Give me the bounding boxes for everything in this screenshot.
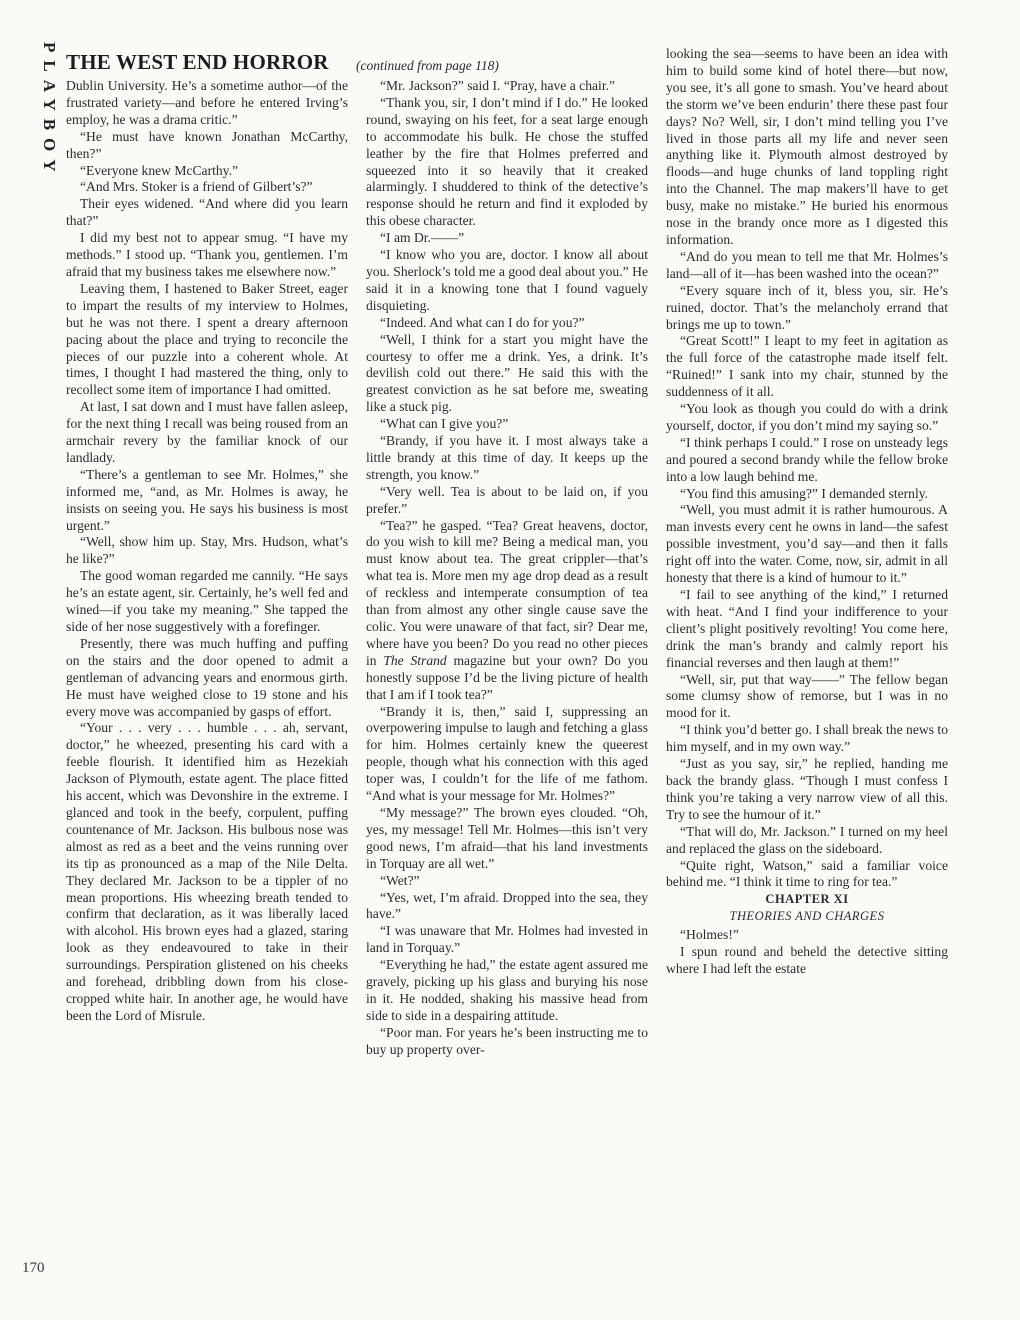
paragraph: “I think you’d better go. I shall break the news to him myself, and in my own way.” [666, 722, 948, 755]
paragraph: “I know who you are, doctor. I know all about you. Sherlock’s told me a good deal about you.” He said it in a knowing tone that I found vaguely disquieting. [366, 247, 648, 313]
paragraph: “Tea?” he gasped. “Tea? Great heavens, doctor, do you wish to kill me? Being a medical man, you must know about tea. The great crippler—that’s what tea is. More men my age drop dead as a result of reckless and intemperate consumption of tea than from almost any other single cause save the colic. You were unaware of that fact, sir? Dear me, where have you been? Do you read no other pieces in The Strand magazine but your own? Do you honestly suppose I’d be the living picture of health that I am if I took tea?” [366, 517, 648, 702]
paragraph: “Well, show him up. Stay, Mrs. Hudson, what’s he like?” [66, 534, 348, 567]
paragraph: “That will do, Mr. Jackson.” I turned on my heel and replaced the glass on the sideboard. [666, 823, 948, 856]
column-3 [666, 46, 948, 978]
page-number: 170 [22, 1260, 45, 1276]
column-1 [66, 78, 348, 1025]
paragraph: “There’s a gentleman to see Mr. Holmes,” she informed me, “and, as Mr. Holmes is away, he insists on seeing you. He says his business is most urgent.” [66, 466, 348, 533]
paragraph: “Thank you, sir, I don’t mind if I do.” He looked round, swaying on his feet, for a seat large enough to accommodate his bulk. He chose the stuffed leather by the fire that Holmes preferred and squeezed into it so heavily that it creaked alarmingly. I shuddered to think of the detective’s response should he return and find it exploded by this obese character. [366, 94, 648, 229]
paragraph: “Yes, wet, I’m afraid. Dropped into the sea, they have.” [366, 889, 648, 922]
paragraph: “Mr. Jackson?” said I. “Pray, have a chair.” [380, 78, 616, 93]
paragraph: “I was unaware that Mr. Holmes had invested in land in Torquay.” [366, 923, 648, 956]
paragraph: “Well, I think for a start you might have the courtesy to offer me a drink. Yes, a drink. It’s devilish cold out there.” He said this with the greatest conviction as he sat before me, sweating like a stuck pig. [366, 331, 648, 415]
magazine-title-mention: The Strand [383, 652, 447, 668]
paragraph: Their eyes widened. “And where did you learn that?” [66, 196, 348, 229]
chapter-heading: CHAPTER XI [765, 892, 849, 907]
paragraph: Dublin University. He’s a sometime author—of the frustrated variety—and before he entered Irving’s employ, he was a drama critic.” [66, 78, 348, 127]
story-title: THE WEST END HORROR [66, 50, 329, 74]
paragraph: “Poor man. For years he’s been instructing me to buy up property over- [366, 1024, 648, 1057]
paragraph: “Everything he had,” the estate agent assured me gravely, picking up his glass and burying his nose in it. He nodded, shaking his massive head from side to side in a despairing attitude. [366, 957, 648, 1023]
paragraph: Leaving them, I hastened to Baker Street, eager to impart the results of my interview to Holmes, but he was not there. I spent a dreary afternoon pacing about the place and trying to reconcile the pieces of our puzzle into a coherent whole. At times, I thought I had mastered the thing, only to recollect some item of importance I had omitted. [66, 280, 348, 398]
paragraph: “Great Scott!” I leapt to my feet in agitation as the full force of the catastrophe made itself felt. “Ruined!” I sank into my chair, stunned by the suddenness of it all. [666, 333, 948, 400]
column-2 [366, 78, 648, 1059]
paragraph: “And Mrs. Stoker is a friend of Gilbert’s?” [80, 179, 313, 195]
paragraph: At last, I sat down and I must have fallen asleep, for the next thing I recall was being roused from an armchair revery by the familiar knock of our landlady. [66, 399, 348, 465]
paragraph: Presently, there was much huffing and puffing on the stairs and the door opened to admit a gentleman of advancing years and enormous girth. He must have weighed close to 19 stone and his every move was accompanied by gasps of effort. [66, 635, 348, 719]
paragraph: The good woman regarded me cannily. “He says he’s an estate agent, sir. Certainly, he’s well fed and wined—if you take my meaning.” She tapped the side of her nose suggestively with a forefinger. [66, 568, 348, 634]
paragraph: “You look as though you could do with a drink yourself, doctor, if you don’t mind my saying so.” [666, 401, 948, 433]
paragraph: “I fail to see anything of the kind,” I returned with heat. “And I find your indifference to your client’s plight positively revolting! You come here, drink the man’s brandy and calmly report his financial reverses and then laugh at them!” [666, 587, 948, 670]
chapter-subtitle: THEORIES AND CHARGES [729, 909, 885, 924]
magazine-name: PLAYBOY [40, 42, 59, 180]
paragraph: looking the sea—seems to have been an idea with him to build some kind of hotel there—but now, you see, it’s all gone to smash. You’ve heard about the storm we’ve been endurin’ there these past four days? No? Well, sir, I don’t mind telling you I’ve lived in those parts all my life and never seen anything like it. Plymouth almost destroyed by floods—and huge chunks of land toppling right into the Channel. The map makers’ll have to get busy, make no mistake.” He buried his enormous nose in the brandy once more as I digested this information. [666, 46, 948, 247]
paragraph: I spun round and beheld the detective sitting where I had left the estate [666, 944, 948, 976]
paragraph: “He must have known Jonathan McCarthy, then?” [66, 128, 348, 161]
paragraph: “Quite right, Watson,” said a familiar voice behind me. “I think it time to ring for tea.” [666, 857, 948, 890]
paragraph: “You find this amusing?” I demanded sternly. [680, 485, 929, 501]
paragraph: “Very well. Tea is about to be laid on, if you prefer.” [366, 483, 648, 516]
magazine-sidebar-logo [14, 40, 59, 200]
paragraph: “Brandy, if you have it. I most always take a little brandy at this time of day. It keeps up the strength, you know.” [366, 433, 648, 482]
paragraph: “And do you mean to tell me that Mr. Holmes’s land—all of it—has been washed into the ocean?” [666, 248, 948, 281]
paragraph: “I think perhaps I could.” I rose on unsteady legs and poured a second brandy while the fellow broke into a low laugh behind me. [666, 434, 948, 484]
paragraph: “Well, sir, put that way——” The fellow began some clumsy show of remorse, but I was in no mood for it. [666, 671, 948, 721]
continued-note: (continued from page 118) [356, 58, 499, 73]
paragraph: “I am Dr.——” [380, 230, 465, 246]
paragraph: “Your . . . very . . . humble . . . ah, servant, doctor,” he wheezed, presenting his card with a feeble flourish. It identified him as Hezekiah Jackson of Plymouth, estate agent. The place fitted his accent, which was Devonshire in the extreme. I glanced and took in the beefy, corpulent, puffing countenance of Mr. Jackson. His bulbous nose was almost as red as a beet and the veins running over its tip as pronounced as a map of the Nile Delta. They declared Mr. Jackson to be a tippler of no mean proportions. His wheezing breath tended to confirm that declaration, as it was liberally laced with alcohol. His brown eyes had a glazed, staring look as they endeavoured to take in their surroundings. Perspiration glistened on his cheeks and forehead, dribbling down from his close-cropped white hair. In another age, he would have been the Lord of Misrule. [66, 720, 348, 1023]
paragraph: “Just as you say, sir,” he replied, handing me back the brandy glass. “Though I must confess I think you’re taking a very narrow view of all this. Try to see the humour of it.” [666, 756, 948, 822]
paragraph: “Indeed. And what can I do for you?” [380, 314, 585, 330]
paragraph: “Every square inch of it, bless you, sir. He’s ruined, doctor. That’s the melancholy errand that brings me up to town.” [666, 282, 948, 332]
paragraph: “My message?” The brown eyes clouded. “Oh, yes, my message! Tell Mr. Holmes—this isn’t very good news, I’m afraid—that his land investments in Torquay are all wet.” [366, 804, 648, 871]
paragraph: “Brandy it is, then,” said I, suppressing an overpowering impulse to laugh and fetching a glass for him. Holmes certainly knew the queerest people, though what his connection with this aged toper was, I couldn’t for the life of me fathom. “And what is your message for Mr. Holmes?” [366, 703, 648, 804]
paragraph: I did my best not to appear smug. “I have my methods.” I stood up. “Thank you, gentlemen. I’m afraid that my business takes me elsewhere now.” [66, 230, 348, 279]
paragraph: “Well, you must admit it is rather humourous. A man invests every cent he owns in land—the safest possible investment, you’d say—and then it falls right off into the water. Come, now, sir, admit in all honesty that there is a kind of humour to it.” [666, 502, 948, 586]
paragraph: “Everyone knew McCarthy.” [80, 162, 239, 178]
paragraph: “What can I give you?” [380, 416, 509, 432]
story-header [66, 50, 666, 74]
paragraph: “Holmes!” [680, 927, 739, 943]
paragraph: “Wet?” [380, 872, 420, 888]
